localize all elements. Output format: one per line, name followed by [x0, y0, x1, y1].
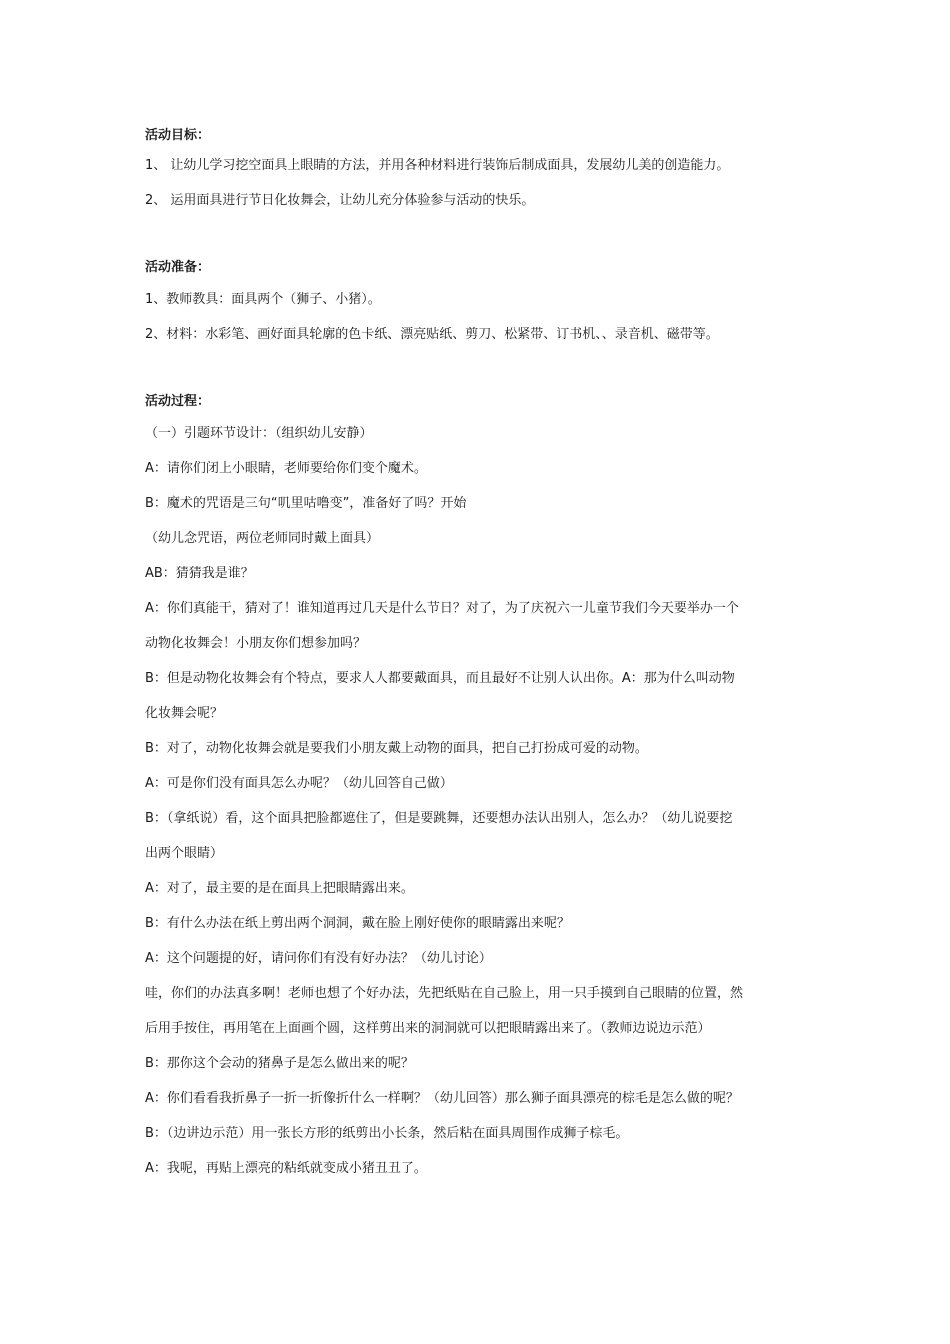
paragraph-line: A：你们看看我折鼻子一折一折像折什么一样啊？（幼儿回答）那么狮子面具漂亮的棕毛是怎么做的呢？	[145, 1091, 739, 1106]
paragraph-line: B：（拿纸说）看，这个面具把脸都遮住了，但是要跳舞，还要想办法认出别人，怎么办？（幼儿说要挖	[145, 811, 733, 826]
paragraph-line: A：我呢，再贴上漂亮的粘纸就变成小猪丑丑了。	[145, 1161, 427, 1176]
paragraph-line: B：对了，动物化妆舞会就是要我们小朋友戴上动物的面具，把自己打扮成可爱的动物。	[145, 741, 648, 756]
paragraph-line: 1、教师教具：面具两个（狮子、小猪）。	[145, 292, 381, 307]
paragraph-line: B：（边讲边示范）用一张长方形的纸剪出小长条，然后粘在面具周围作成狮子棕毛。	[145, 1126, 629, 1141]
paragraph-line: B：有什么办法在纸上剪出两个洞洞，戴在脸上刚好使你的眼睛露出来呢？	[145, 916, 570, 931]
section-heading: 活动准备：	[145, 260, 211, 275]
paragraph-line: 2、材料：水彩笔、画好面具轮廓的色卡纸、漂亮贴纸、剪刀、松紧带、订书机、、录音机、磁带等。	[145, 327, 719, 342]
paragraph-line: A：可是你们没有面具怎么办呢？（幼儿回答自己做）	[145, 776, 453, 791]
paragraph-line: AB：猜猜我是谁？	[145, 566, 254, 581]
paragraph-line: （幼儿念咒语，两位老师同时戴上面具）	[145, 531, 380, 546]
paragraph-line: 后用手按住，再用笔在上面画个圆，这样剪出来的洞洞就可以把眼睛露出来了。（教师边说边示范）	[145, 1021, 711, 1036]
paragraph-line: A：对了，最主要的是在面具上把眼睛露出来。	[145, 881, 414, 896]
paragraph-line: B：那你这个会动的猪鼻子是怎么做出来的呢？	[145, 1056, 414, 1071]
paragraph-line: 出两个眼睛）	[145, 846, 224, 861]
paragraph-line: 化妆舞会呢？	[145, 706, 224, 721]
paragraph-line: B：但是动物化妆舞会有个特点，要求人人都要戴面具，而且最好不让别人认出你。A：那为什么叫动物	[145, 671, 735, 686]
paragraph-line: 2、 运用面具进行节日化妆舞会，让幼儿充分体验参与活动的快乐。	[145, 193, 535, 208]
paragraph-line: A：这个问题提的好，请问你们有没有好办法？（幼儿讨论）	[145, 951, 492, 966]
paragraph-line: A：你们真能干，猜对了！谁知道再过几天是什么节日？对了，为了庆祝六一儿童节我们今天要举办一个	[145, 601, 739, 616]
paragraph-line: B：魔术的咒语是三句“叽里咕噜变”，准备好了吗？开始	[145, 496, 467, 511]
section-heading: 活动过程：	[145, 394, 211, 409]
section-heading: 活动目标：	[145, 128, 211, 143]
paragraph-line: 哇，你们的办法真多啊！老师也想了个好办法，先把纸贴在自己脸上，用一只手摸到自己眼睛的位置，然	[145, 986, 744, 1001]
paragraph-line: A：请你们闭上小眼睛，老师要给你们变个魔术。	[145, 461, 427, 476]
paragraph-line: 1、 让幼儿学习挖空面具上眼睛的方法，并用各种材料进行装饰后制成面具，发展幼儿美的创造能力。	[145, 158, 730, 173]
paragraph-line: 动物化妆舞会！小朋友你们想参加吗？	[145, 636, 367, 651]
paragraph-line: （一）引题环节设计：（组织幼儿安静）	[145, 426, 373, 441]
